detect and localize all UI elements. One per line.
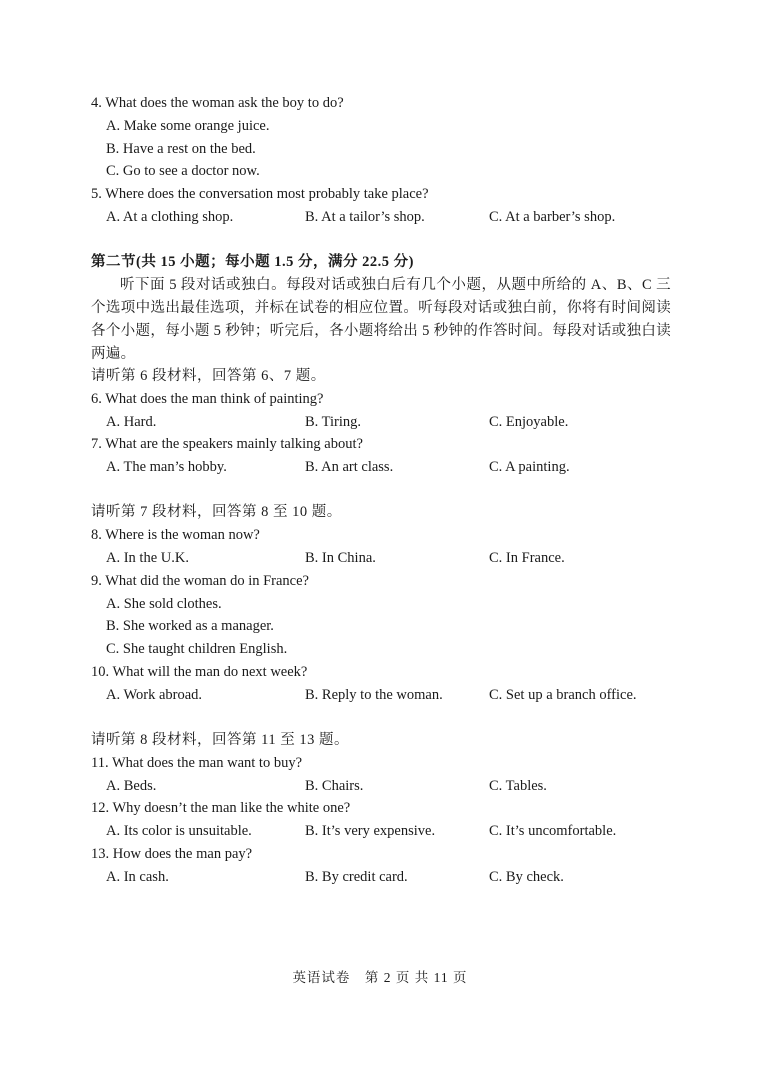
question-9-option-b: B. She worked as a manager. <box>106 618 274 634</box>
question-6-option-c: C. Enjoyable. <box>489 414 569 430</box>
question-9-option-a: A. She sold clothes. <box>106 596 222 612</box>
question-12-option-c: C. It’s uncomfortable. <box>489 823 617 839</box>
question-9-stem: 9. What did the woman do in France? <box>91 573 309 589</box>
question-7-option-c: C. A painting. <box>489 459 570 475</box>
question-13-option-b: B. By credit card. <box>305 869 408 885</box>
question-9-option-c: C. She taught children English. <box>106 641 288 657</box>
question-10-option-c: C. Set up a branch office. <box>489 687 637 703</box>
section-heading-text: 第二节(共 15 小题；每小题 1.5 分，满分 22.5 分) <box>91 254 414 270</box>
question-8-option-a: A. In the U.K. <box>106 550 189 566</box>
question-10-option-a: A. Work abroad. <box>106 687 203 703</box>
group-8-intro: 请听第 8 段材料，回答第 11 至 13 题。 <box>91 732 349 748</box>
question-13-option-c: C. By check. <box>489 869 564 885</box>
group-7-intro: 请听第 7 段材料，回答第 8 至 10 题。 <box>91 504 342 520</box>
page-footer: 英语试卷 第 2 页 共 11 页 <box>292 970 468 985</box>
question-12-option-a: A. Its color is unsuitable. <box>106 823 252 839</box>
question-7-option-a: A. The man’s hobby. <box>106 459 227 475</box>
question-12-option-b: B. It’s very expensive. <box>305 823 436 839</box>
question-4-option-a: A. Make some orange juice. <box>106 118 270 134</box>
question-10-option-b: B. Reply to the woman. <box>305 687 443 703</box>
question-8-stem: 8. Where is the woman now? <box>91 527 260 543</box>
question-5-option-b: B. At a tailor’s shop. <box>305 209 425 225</box>
question-6-option-a: A. Hard. <box>106 414 157 430</box>
question-4-stem: 4. What does the woman ask the boy to do? <box>91 95 344 111</box>
question-7-stem: 7. What are the speakers mainly talking about? <box>91 436 363 452</box>
question-11-stem: 11. What does the man want to buy? <box>91 755 303 771</box>
question-6-stem: 6. What does the man think of painting? <box>91 391 324 407</box>
question-12-stem: 12. Why doesn’t the man like the white one? <box>91 800 351 816</box>
question-4-option-c: C. Go to see a doctor now. <box>106 163 260 179</box>
question-5-stem: 5. Where does the conversation most probably take place? <box>91 186 429 202</box>
group-6-intro: 请听第 6 段材料，回答第 6、7 题。 <box>91 368 326 384</box>
question-11-option-b: B. Chairs. <box>305 778 364 794</box>
question-5-option-c: C. At a barber’s shop. <box>489 209 616 225</box>
question-5-option-a: A. At a clothing shop. <box>106 209 234 225</box>
question-4-option-b: B. Have a rest on the bed. <box>106 141 256 157</box>
question-8-option-c: C. In France. <box>489 550 565 566</box>
question-13-option-a: A. In cash. <box>106 869 169 885</box>
section-instructions: 听下面 5 段对话或独白。每段对话或独白后有几个小题，从题中所给的 A、B、C 三个选项中选出最佳选项，并标在试卷的相应位置。听每段对话或独白前，你将有时间阅读各个小题，每小题 5 秒钟；听完后，各小题将给出 5 秒钟的作答时间。每段对话或独白读两遍。 <box>91 277 671 362</box>
question-10-stem: 10. What will the man do next week? <box>91 664 308 680</box>
question-11-option-a: A. Beds. <box>106 778 157 794</box>
question-6-option-b: B. Tiring. <box>305 414 362 430</box>
question-7-option-b: B. An art class. <box>305 459 394 475</box>
question-13-stem: 13. How does the man pay? <box>91 846 253 862</box>
question-8-option-b: B. In China. <box>305 550 376 566</box>
section-heading <box>91 252 414 272</box>
question-11-option-c: C. Tables. <box>489 778 547 794</box>
